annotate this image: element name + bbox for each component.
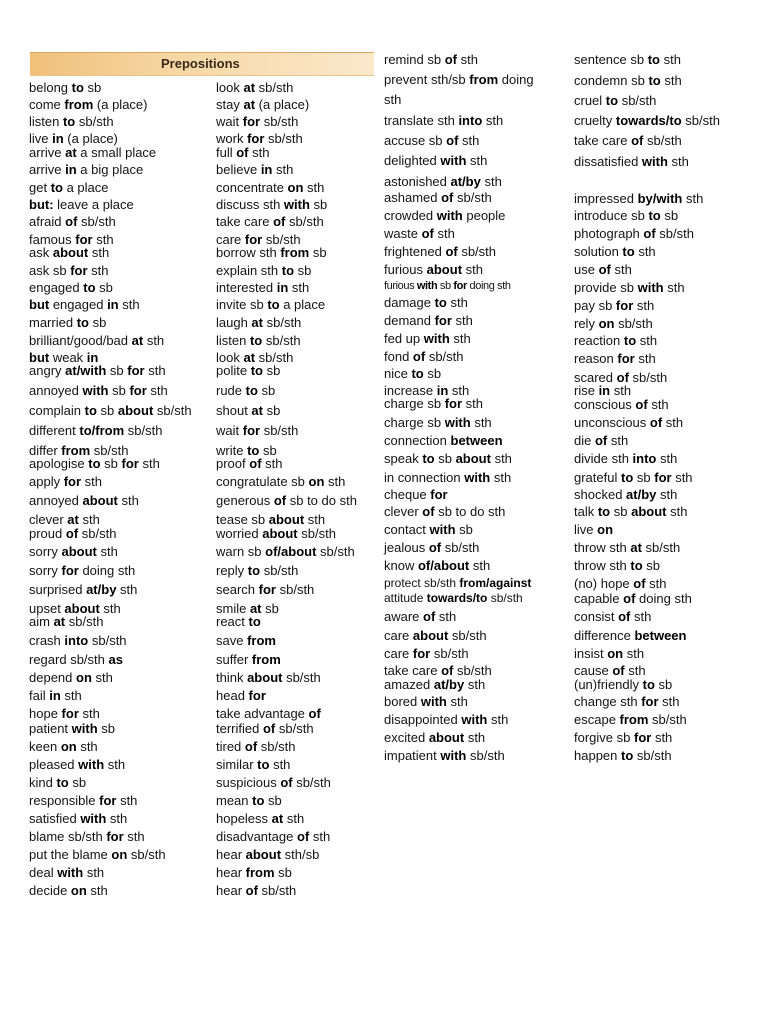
entry-4-38: forgive sb for sth — [574, 730, 673, 745]
entry-4-18: rise in sth — [574, 383, 632, 398]
entry-4-37: escape from sb/sth — [574, 712, 687, 727]
entry-2-23: proof of sth — [216, 456, 283, 471]
entry-2-17: look at sb/sth — [216, 350, 294, 365]
entry-1-34: regard sb/sth as — [29, 652, 123, 667]
entry-3-2: prevent sth/sb from doing — [384, 72, 534, 87]
entry-1-24: apply for sth — [29, 474, 103, 489]
entry-3-38: disappointed with sth — [384, 712, 509, 727]
entry-4-7: impressed by/with sth — [574, 191, 704, 206]
entry-4-13: pay sb for sth — [574, 298, 655, 313]
entry-2-1: look at sb/sth — [216, 80, 294, 95]
entry-1-1: belong to sb — [29, 80, 102, 95]
entry-2-33: save from — [216, 633, 276, 648]
entry-1-43: satisfied with sth — [29, 811, 128, 826]
entry-2-43: hopeless at sth — [216, 811, 305, 826]
entry-4-16: reason for sth — [574, 351, 656, 366]
entry-1-40: pleased with sth — [29, 757, 126, 772]
entry-4-22: divide sth into sth — [574, 451, 678, 466]
entry-4-2: condemn sb to sth — [574, 73, 682, 88]
entry-3-17: fond of sb/sth — [384, 349, 464, 364]
entry-1-12: ask sb for sth — [29, 263, 109, 278]
entry-4-26: live on — [574, 522, 614, 537]
entry-4-9: photograph of sb/sth — [574, 226, 694, 241]
entry-4-36: change sth for sth — [574, 694, 680, 709]
entry-1-35: depend on sth — [29, 670, 113, 685]
entry-1-26: clever at sth — [29, 512, 100, 527]
entry-2-15: laugh at sb/sth — [216, 315, 302, 330]
entry-2-16: listen to sb/sth — [216, 333, 301, 348]
entry-4-17: scared of sb/sth — [574, 370, 668, 385]
entry-4-14: rely on sb/sth — [574, 316, 653, 331]
entry-1-9: afraid of sb/sth — [29, 214, 116, 229]
entry-2-6: believe in sth — [216, 162, 294, 177]
entry-2-31: smile at sb — [216, 601, 279, 616]
entry-4-10: solution to sth — [574, 244, 656, 259]
section-header — [30, 52, 374, 76]
entry-3-16: fed up with sth — [384, 331, 471, 346]
entry-4-6: dissatisfied with sth — [574, 154, 689, 169]
entry-3-18: nice to sb — [384, 366, 442, 381]
entry-1-10: famous for sth — [29, 232, 114, 247]
entry-3-25: cheque for — [384, 487, 448, 502]
entry-2-25: generous of sb to do sth — [216, 493, 357, 508]
entry-1-44: blame sb/sth for sth — [29, 829, 145, 844]
entry-1-14: but engaged in sth — [29, 297, 140, 312]
entry-2-32: react to — [216, 614, 261, 629]
entry-2-29: reply to sb/sth — [216, 563, 299, 578]
entry-1-2: come from (a place) — [29, 97, 148, 112]
entry-3-12: furious about sth — [384, 262, 483, 277]
entry-1-19: annoyed with sb for sth — [29, 383, 168, 398]
entry-2-2: stay at (a place) — [216, 97, 310, 112]
entry-2-38: terrified of sb/sth — [216, 721, 314, 736]
entry-4-11: use of sth — [574, 262, 632, 277]
entry-3-27: contact with sb — [384, 522, 473, 537]
entry-3-3: sth — [384, 92, 402, 107]
entry-2-9: take care of sb/sth — [216, 214, 324, 229]
entry-2-34: suffer from — [216, 652, 281, 667]
entry-2-4: work for sb/sth — [216, 131, 303, 146]
entry-3-24: in connection with sth — [384, 470, 512, 485]
entry-1-21: different to/from sb/sth — [29, 423, 163, 438]
entry-1-5: arrive at a small place — [29, 145, 157, 160]
entry-1-16: brilliant/good/bad at sth — [29, 333, 165, 348]
entry-3-20: charge sb for sth — [384, 396, 484, 411]
entry-1-38: patient with sb — [29, 721, 115, 736]
entry-3-14: damage to sth — [384, 295, 468, 310]
entry-4-24: shocked at/by sth — [574, 487, 678, 502]
entry-3-9: crowded with people — [384, 208, 506, 223]
entry-3-34: care for sb/sth — [384, 646, 469, 661]
entry-3-15: demand for sth — [384, 313, 473, 328]
entry-2-26: tease sb about sth — [216, 512, 326, 527]
entry-4-31: consist of sth — [574, 609, 652, 624]
entry-4-1: sentence sb to sth — [574, 52, 681, 67]
entry-2-11: borrow sth from sb — [216, 245, 327, 260]
entry-3-28: jealous of sb/sth — [384, 540, 480, 555]
entry-3-35: take care of sb/sth — [384, 663, 492, 678]
entry-4-19: conscious of sth — [574, 397, 669, 412]
entry-1-47: decide on sth — [29, 883, 108, 898]
entry-2-30: search for sb/sth — [216, 582, 315, 597]
entry-2-40: similar to sth — [216, 757, 291, 772]
entry-3-19: increase in sth — [384, 383, 470, 398]
entry-1-18: angry at/with sb for sth — [29, 363, 166, 378]
entry-1-37: hope for sth — [29, 706, 100, 721]
entry-4-25: talk to sb about sth — [574, 504, 688, 519]
entry-3-10: waste of sth — [384, 226, 455, 241]
entry-2-46: hear from sb — [216, 865, 292, 880]
entry-2-13: interested in sth — [216, 280, 310, 295]
entry-1-20: complain to sb about sb/sth — [29, 403, 192, 418]
entry-4-28: throw sth to sb — [574, 558, 660, 573]
entry-2-24: congratulate sb on sth — [216, 474, 346, 489]
entry-2-8: discuss sth with sb — [216, 197, 328, 212]
entry-4-34: cause of sth — [574, 663, 646, 678]
entry-1-7: get to a place — [29, 180, 109, 195]
entry-2-45: hear about sth/sb — [216, 847, 320, 862]
entry-1-30: surprised at/by sth — [29, 582, 138, 597]
entry-2-42: mean to sb — [216, 793, 282, 808]
entry-1-27: proud of sb/sth — [29, 526, 117, 541]
section-title: Prepositions — [161, 56, 240, 71]
entry-4-32: difference between — [574, 628, 687, 643]
entry-2-10: care for sb/sth — [216, 232, 301, 247]
entry-3-31: attitude towards/to sb/sth — [384, 591, 523, 605]
entry-2-19: rude to sb — [216, 383, 276, 398]
entry-4-33: insist on sth — [574, 646, 645, 661]
entry-1-6: arrive in a big place — [29, 162, 144, 177]
entry-1-17: but weak in — [29, 350, 99, 365]
entry-2-12: explain sth to sb — [216, 263, 312, 278]
entry-3-7: astonished at/by sth — [384, 174, 502, 189]
entry-1-33: crash into sb/sth — [29, 633, 127, 648]
entry-1-23: apologise to sb for sth — [29, 456, 160, 471]
entry-2-41: suspicious of sb/sth — [216, 775, 331, 790]
entry-4-21: die of sth — [574, 433, 629, 448]
entry-2-28: warn sb of/about sb/sth — [216, 544, 355, 559]
entry-2-37: take advantage of — [216, 706, 321, 721]
entry-1-29: sorry for doing sth — [29, 563, 136, 578]
entry-1-28: sorry about sth — [29, 544, 118, 559]
entry-4-15: reaction to sth — [574, 333, 658, 348]
entry-4-5: take care of sb/sth — [574, 133, 682, 148]
entry-1-39: keen on sth — [29, 739, 98, 754]
entry-1-36: fail in sth — [29, 688, 82, 703]
entry-4-29: (no) hope of sth — [574, 576, 667, 591]
entry-2-35: think about sb/sth — [216, 670, 321, 685]
entry-3-26: clever of sb to do sth — [384, 504, 506, 519]
entry-3-29: know of/about sth — [384, 558, 491, 573]
entry-1-8: but: leave a place — [29, 197, 134, 212]
entry-4-20: unconscious of sth — [574, 415, 684, 430]
entry-1-22: differ from sb/sth — [29, 443, 129, 458]
entry-3-11: frightened of sb/sth — [384, 244, 497, 259]
entry-1-32: aim at sb/sth — [29, 614, 104, 629]
entry-1-25: annoyed about sth — [29, 493, 139, 508]
entry-2-36: head for — [216, 688, 266, 703]
entry-1-42: responsible for sth — [29, 793, 138, 808]
entry-3-4: translate sth into sth — [384, 113, 504, 128]
entry-2-39: tired of sb/sth — [216, 739, 296, 754]
entry-3-40: impatient with sb/sth — [384, 748, 505, 763]
entry-2-18: polite to sb — [216, 363, 281, 378]
entry-2-21: wait for sb/sth — [216, 423, 299, 438]
entry-4-39: happen to sb/sth — [574, 748, 672, 763]
entry-1-11: ask about sth — [29, 245, 110, 260]
entry-2-27: worried about sb/sth — [216, 526, 336, 541]
entry-3-36: amazed at/by sth — [384, 677, 486, 692]
entry-4-27: throw sth at sb/sth — [574, 540, 681, 555]
entry-3-33: care about sb/sth — [384, 628, 487, 643]
entry-3-1: remind sb of sth — [384, 52, 478, 67]
entry-3-8: ashamed of sb/sth — [384, 190, 492, 205]
entry-1-45: put the blame on sb/sth — [29, 847, 166, 862]
entry-3-32: aware of sth — [384, 609, 457, 624]
entry-2-20: shout at sb — [216, 403, 281, 418]
entry-3-21: charge sb with sth — [384, 415, 492, 430]
entry-3-37: bored with sth — [384, 694, 468, 709]
entry-2-47: hear of sb/sth — [216, 883, 297, 898]
entry-4-3: cruel to sb/sth — [574, 93, 657, 108]
entry-3-23: speak to sb about sth — [384, 451, 512, 466]
entry-2-3: wait for sb/sth — [216, 114, 299, 129]
entry-1-4: live in (a place) — [29, 131, 118, 146]
entry-2-5: full of sth — [216, 145, 270, 160]
entry-4-12: provide sb with sth — [574, 280, 685, 295]
entry-2-14: invite sb to a place — [216, 297, 326, 312]
entry-4-30: capable of doing sth — [574, 591, 692, 606]
entry-3-13: furious with sb for doing sth — [384, 280, 511, 292]
entry-2-44: disadvantage of sth — [216, 829, 331, 844]
entry-4-4: cruelty towards/to sb/sth — [574, 113, 720, 128]
entry-3-39: excited about sth — [384, 730, 486, 745]
entry-2-7: concentrate on sth — [216, 180, 325, 195]
entry-1-3: listen to sb/sth — [29, 114, 114, 129]
entry-4-35: (un)friendly to sb — [574, 677, 673, 692]
entry-2-22: write to sb — [216, 443, 277, 458]
entry-4-23: grateful to sb for sth — [574, 470, 693, 485]
entry-1-15: married to sb — [29, 315, 107, 330]
entry-1-46: deal with sth — [29, 865, 105, 880]
entry-3-5: accuse sb of sth — [384, 133, 480, 148]
entry-1-41: kind to sb — [29, 775, 87, 790]
entry-3-22: connection between — [384, 433, 503, 448]
entry-4-8: introduce sb to sb — [574, 208, 679, 223]
entry-3-6: delighted with sth — [384, 153, 488, 168]
entry-3-30: protect sb/sth from/against — [384, 576, 532, 590]
entry-1-31: upset about sth — [29, 601, 121, 616]
entry-1-13: engaged to sb — [29, 280, 113, 295]
